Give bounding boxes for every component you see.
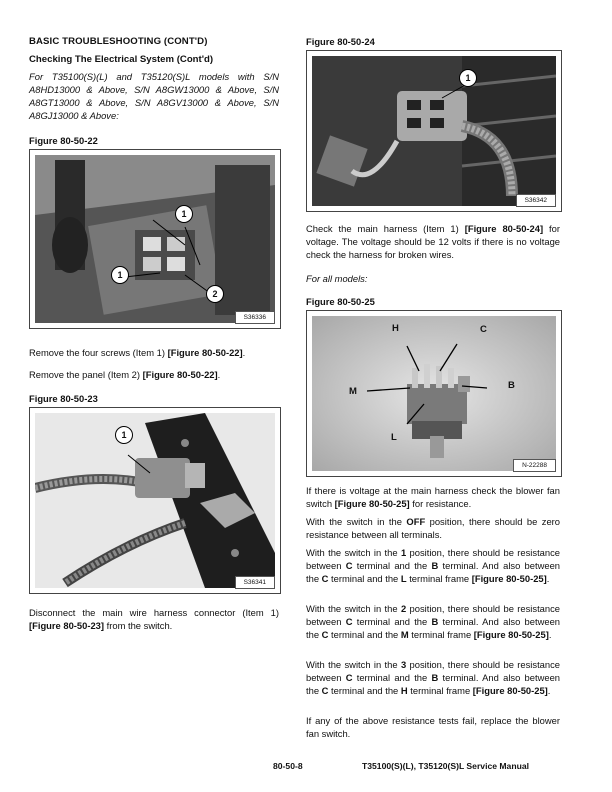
callout-1: 1 [459,69,477,87]
figure-22-frame [29,149,281,329]
figure-22-code: S36336 [235,311,275,324]
figure-23-frame [29,407,281,594]
section-subtitle: Checking The Electrical System (Cont'd) [29,54,214,65]
figure-24-frame [306,50,562,212]
figure-24-photo [312,56,556,206]
figure-23-title: Figure 80-50-23 [29,393,98,404]
page-number: 80-50-8 [273,761,303,771]
terminal-label-h: H [392,323,399,334]
manual-title: T35100(S)(L), T35120(S)L Service Manual [362,761,530,771]
figure-22-photo [35,155,275,323]
figure-24-code: S36342 [516,194,556,207]
position-2-text: With the switch in the 2 position, there should be resistance between C terminal and the B terminal. And also between the C terminal and the M terminal frame [Figure 80-50-25]. [306,603,560,640]
section-title: BASIC TROUBLESHOOTING (CONT'D) [29,36,208,47]
position-1-text: With the switch in the 1 position, there should be resistance between C terminal and the B terminal. And also between the C terminal and the L terminal frame [Figure 80-50-25]. [306,547,560,584]
terminal-label-b: B [508,380,515,391]
terminal-label-l: L [391,432,397,443]
position-3-text: With the switch in the 3 position, there should be resistance between C terminal and the B terminal. And also between the C terminal and the H terminal frame [Figure 80-50-25]. [306,659,560,696]
figure-25-title: Figure 80-50-25 [306,296,375,307]
off-position-text: With the switch in the OFF position, there should be zero resistance between all terminals. [306,516,560,540]
figure-23-photo [35,413,275,588]
figure-22-title: Figure 80-50-22 [29,135,98,146]
terminal-label-c: C [480,324,487,335]
all-models-note: For all models: [306,273,368,284]
remove-panel-text: Remove the panel (Item 2) [Figure 80-50-22]. [29,369,221,380]
remove-screws-text: Remove the four screws (Item 1) [Figure 80-50-22]. [29,347,246,358]
models-note: For T35100(S)(L) and T35120(S)L models with S/N A8HD13000 & Above, S/N A8GW13000 & Above, S/N A8GT13000 & Above, S/N A8GV13000 & Above, S/N A8GJ13000 & Above: [29,71,279,121]
terminal-label-m: M [349,386,357,397]
callout-1: 1 [115,426,133,444]
figure-23-code: S36341 [235,576,275,589]
callout-2: 2 [206,285,224,303]
figure-24-title: Figure 80-50-24 [306,36,375,47]
if-voltage-text: If there is voltage at the main harness check the blower fan switch [Figure 80-50-25] for resistance. [306,485,560,509]
callout-1: 1 [175,205,193,223]
check-harness-text: Check the main harness (Item 1) [Figure 80-50-24] for voltage. The voltage should be 12 volts if there is no voltage check the harness for broken wires. [306,223,560,260]
figure-25-frame [306,310,562,477]
callout-1: 1 [111,266,129,284]
replace-switch-text: If any of the above resistance tests fail, replace the blower fan switch. [306,715,560,739]
disconnect-text: Disconnect the main wire harness connector (Item 1) [Figure 80-50-23] from the switch. [29,607,279,631]
figure-25-code: N-22288 [513,459,556,472]
